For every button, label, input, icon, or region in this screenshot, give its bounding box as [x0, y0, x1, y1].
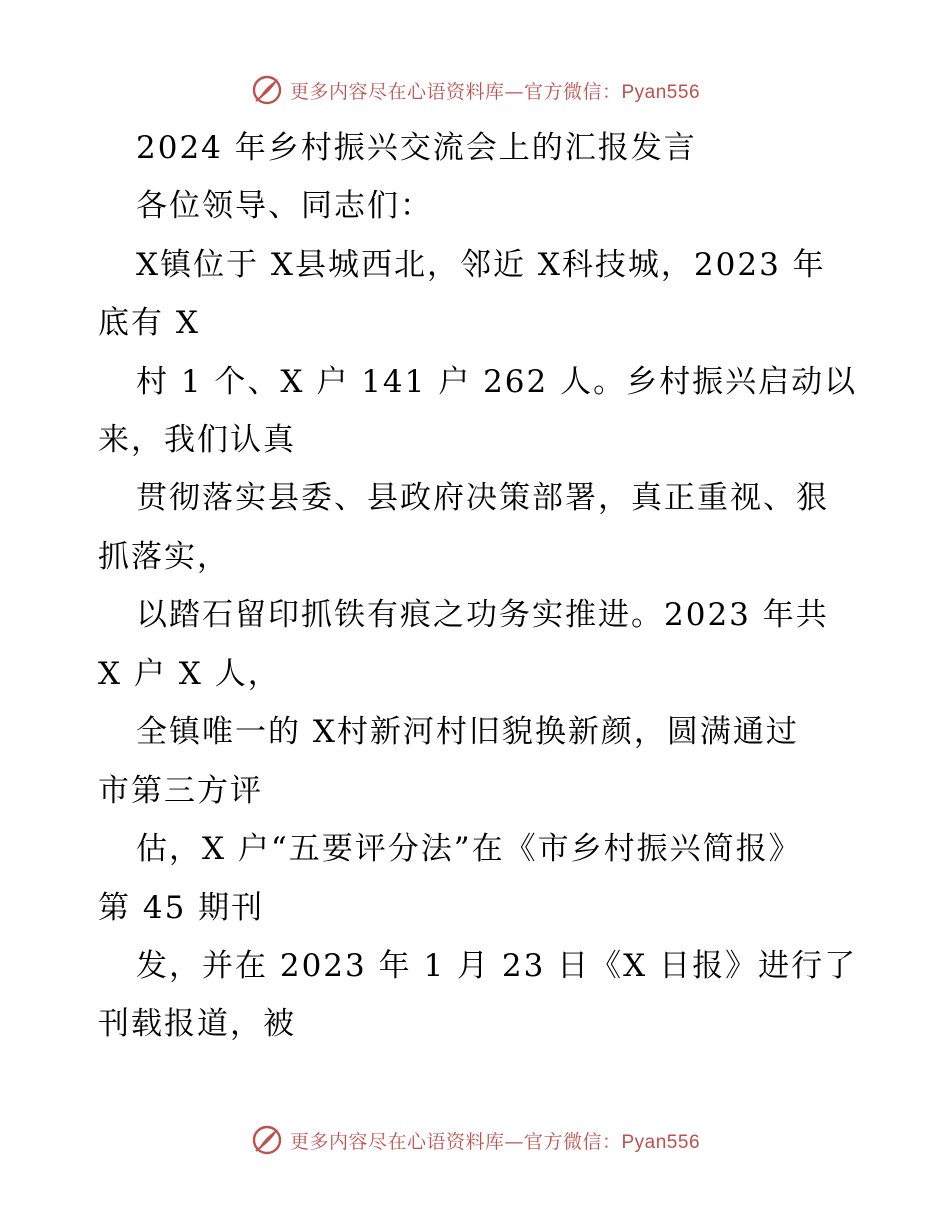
salutation: 各位领导、同志们：: [136, 188, 433, 224]
paragraph-line: X 户 X 人，: [98, 656, 281, 692]
paragraph-line: 来，我们认真: [98, 422, 296, 458]
paragraph-line: 底有 X: [98, 305, 200, 341]
paragraph-line: X镇位于 X县城西北，邻近 X科技城，2023 年: [136, 247, 826, 283]
paragraph-line: 市第三方评: [98, 773, 263, 809]
feather-pen-icon: [250, 1123, 284, 1157]
paragraph-line: 全镇唯一的 X村新河村旧貌换新颜，圆满通过: [136, 714, 799, 750]
paragraph-line: 贯彻落实县委、县政府决策部署，真正重视、狠: [136, 480, 829, 516]
paragraph-line: 估，X 户“五要评分法”在《市乡村振兴简报》: [136, 831, 802, 867]
watermark-text: 更多内容尽在心语资料库—官方微信：Pyan556: [289, 80, 701, 103]
paragraph-line: 发，并在 2023 年 1 月 23 日《X 日报》进行了: [136, 948, 858, 984]
bottom-watermark-banner: [0, 1120, 950, 1160]
watermark-text: 更多内容尽在心语资料库—官方微信：Pyan556: [289, 1130, 701, 1153]
paragraph-line: 村 1 个、X 户 141 户 262 人。乡村振兴启动以: [136, 364, 858, 400]
paragraph-line: 抓落实，: [98, 539, 230, 575]
paragraph-line: 刊载报道，被: [98, 1006, 296, 1042]
paragraph-line: 以踏石留印抓铁有痕之功务实推进。2023 年共: [136, 597, 829, 633]
document-title: 2024 年乡村振兴交流会上的汇报发言: [136, 130, 697, 166]
paragraph-line: 第 45 期刊: [98, 890, 265, 926]
